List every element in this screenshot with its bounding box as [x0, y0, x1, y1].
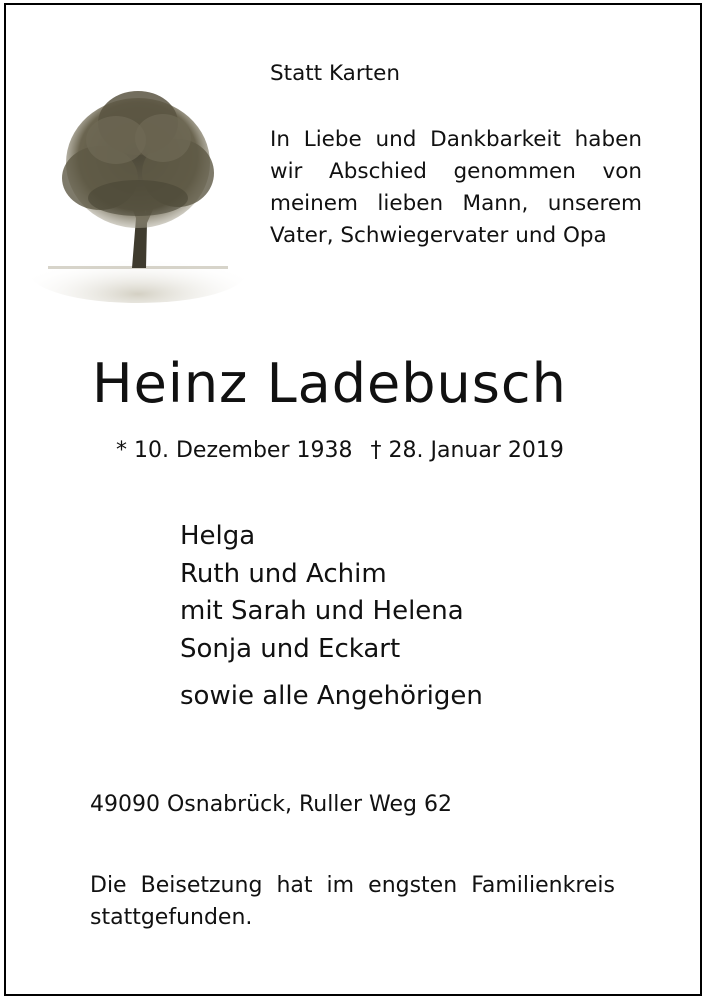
family-list [180, 518, 483, 716]
burial-note-line-1: Die Beisetzung hat im engsten Familienkreis [90, 873, 615, 898]
intro-line-2: wir Abschied genommen von [270, 159, 642, 184]
intro-text [270, 58, 642, 252]
intro-line-4: Vater, Schwiegervater und Opa [270, 223, 607, 248]
burial-note-line-2: stattgefunden. [90, 905, 253, 930]
intro-line-1: In Liebe und Dankbarkeit haben [270, 127, 642, 152]
burial-note [90, 870, 615, 934]
birth-date: * 10. Dezember 1938 [116, 438, 353, 463]
family-member: Ruth und Achim [180, 558, 387, 589]
statt-karten: Statt Karten [270, 61, 400, 86]
address: 49090 Osnabrück, Ruller Weg 62 [90, 792, 452, 817]
intro-line-3: meinem lieben Mann, unserem [270, 191, 642, 216]
deceased-name: Heinz Ladebusch [92, 352, 567, 415]
family-others: sowie alle Angehörigen [180, 681, 483, 711]
life-dates [116, 438, 564, 463]
tree-icon [28, 68, 248, 308]
family-member: Helga [180, 521, 256, 551]
death-date: † 28. Januar 2019 [370, 438, 564, 463]
family-member: Sonja und Eckart [180, 633, 401, 664]
family-member: mit Sarah und Helena [180, 596, 464, 626]
